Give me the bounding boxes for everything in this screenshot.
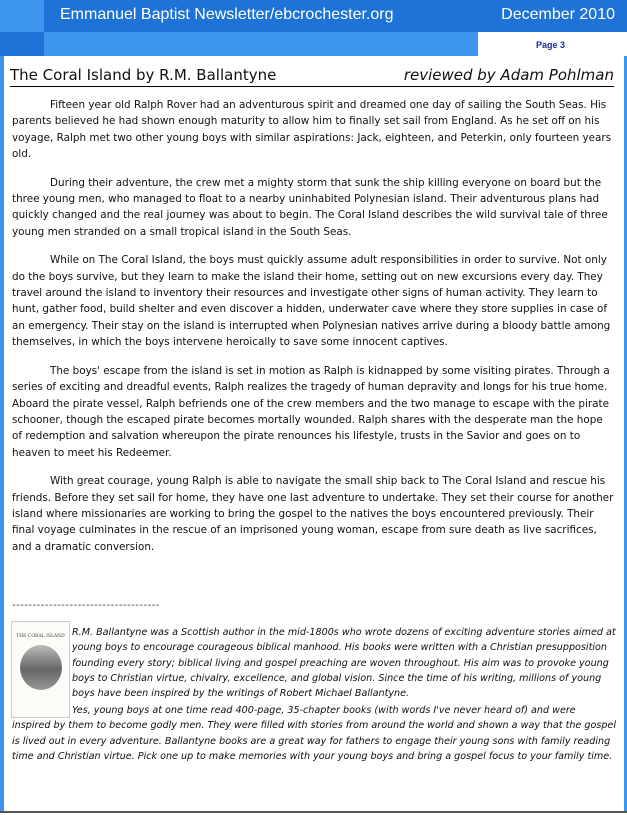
issue-date: December 2010	[501, 6, 615, 23]
book-cover-illustration	[20, 645, 62, 690]
article-byline: reviewed by Adam Pohlman	[403, 66, 614, 84]
article-body	[12, 97, 615, 567]
article-title: The Coral Island by R.M. Ballantyne	[10, 66, 277, 84]
header-corner-block	[0, 0, 44, 32]
paragraph: With great courage, young Ralph is able to navigate the small ship back to The Coral Island and rescue his friends. Before they set sail for home, they have one last adventure to undertake. They set their course for another island where missionaries are working to bring the gospel to the natives the boys encountered previously. Their final voyage culminates in the rescue of an imprisoned young woman, escape from sure death as live sacrifices, and a dramatic conversion.	[12, 475, 614, 553]
separator: ------------------------------------	[12, 600, 160, 611]
paragraph: During their adventure, the crew met a mighty storm that sunk the ship killing everyone on board but the three young men, who managed to float to a nearby uninhabited Polynesian island. Their adventurous plans had quickly changed and the real journey was about to begin. The Coral Island describes the wild survival tale of three young men stranded on a small tropical island in the South Seas.	[12, 176, 608, 238]
header-corner-block-lower	[0, 32, 44, 56]
newsletter-title: Emmanuel Baptist Newsletter/ebcrochester.org	[60, 6, 394, 23]
paragraph: The boys' escape from the island is set in motion as Ralph is kidnapped by some visiting pirates. Through a series of exciting and dreadful events, Ralph realizes the tragedy of human depravity and longs for his true home. Aboard the pirate vessel, Ralph befriends one of the crew members and the two manage to escape with the pirate schooner, though the escaped pirate becomes mortally wounded. Ralph shares with the desperate man the hope of redemption and salvation whereupon the pirate renounces his lifestyle, trusts in the Savior and goes on to heaven to meet his Redeemer.	[12, 364, 610, 459]
book-cover-title: THE CORAL ISLAND	[16, 634, 65, 639]
article-title-bar	[10, 64, 614, 87]
bottom-border	[0, 811, 627, 813]
author-bio: R.M. Ballantyne was a Scottish author in the mid-1800s who wrote dozens of exciting adventure stories aimed at young boys to encourage courageous biblical manhood. His books were written with a Christian presupposition founding every story; biblical living and gospel preaching are woven throughout. His aim was to provoke young boys to Christian virtue, chivalry, excellence, and global vision. Since the time of his writing, millions of young boys have been inspired by the writings of Robert Michael Ballantyne.	[72, 627, 616, 700]
closing-paragraph: Yes, young boys at one time read 400-page, 35-chapter books (with words I've never heard of) and were inspired by them to become godly men. They were filled with stories from around the world and shown a way that the gospel is lived out in every adventure. Ballantyne books are a great way for fathers to engage their young sons with family reading time and Christian virtue. Pick one up to make memories with your young boys and bring a gospel focus to your family time.	[12, 705, 616, 762]
header-strip	[0, 32, 478, 56]
paragraph: Fifteen year old Ralph Rover had an adventurous spirit and dreamed one day of sailing the South Seas. His parents believed he had shown enough maturity to allow him to finally set sail from England. As he set off on his voyage, Ralph met two other young boys with similar aspirations: Jack, eighteen, and Peterkin, only fourteen years old.	[12, 99, 612, 161]
page-number: Page 3	[536, 40, 566, 50]
paragraph: While on The Coral Island, the boys must quickly assume adult responsibilities in order to survive. Not only do the boys survive, but they learn to make the island their home, setting out on new excursions every day. They travel around the island to inventory their resources and investigate other signs of human activity. They learn to hunt, gather food, build shelter and even discover a hidden, underwater cave where they store supplies in case of an emergency. Their stay on the island is interrupted when Polynesian natives arrive during a bloody battle among themselves, in which the boys intervene heroically to save some innocent captives.	[12, 254, 611, 349]
left-border	[0, 56, 4, 811]
